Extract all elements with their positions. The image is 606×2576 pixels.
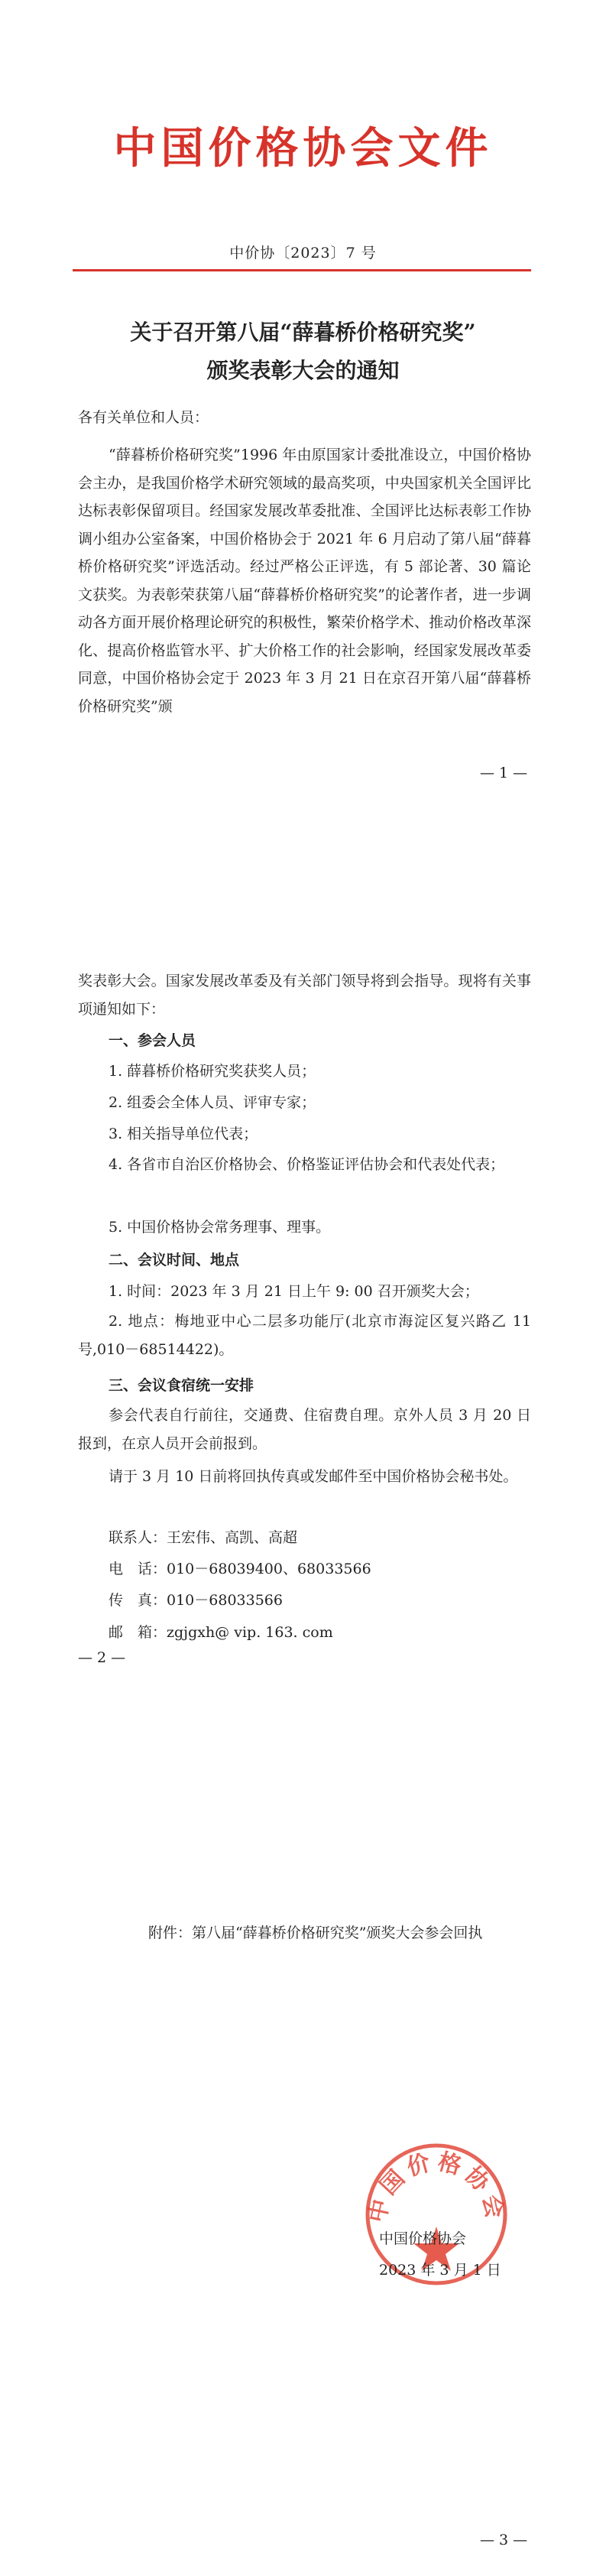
attachment-note: 附件：第八届“薛暮桥价格研究奖”颁奖大会参会回执: [148, 1925, 483, 1941]
section3-heading: 三、会议食宿统一安排: [109, 1377, 254, 1394]
page-number-2: — 2 —: [78, 1649, 126, 1666]
contact-email: 邮 箱：zgjgxh@ vip. 163. com: [109, 1624, 333, 1641]
document-number: 中价协〔2023〕7 号: [229, 245, 377, 261]
section1-heading: 一、参会人员: [109, 1032, 196, 1049]
page-number-1: — 1 —: [480, 765, 528, 781]
notice-title: [0, 313, 606, 390]
section1-item: 3. 相关指导单位代表；: [109, 1126, 258, 1142]
meeting-time: 1. 时间：2023 年 3 月 21 日上午 9: 00 召开颁奖大会；: [109, 1283, 479, 1300]
section2-heading: 二、会议时间、地点: [109, 1252, 240, 1269]
red-divider: [73, 269, 531, 271]
page-number-3: — 3 —: [480, 2532, 528, 2548]
intro-paragraph: “薛暮桥价格研究奖”1996 年由原国家计委批准设立，中国价格协会主办，是我国价格学术研究领域的最高奖项，中央国家机关全国评比达标表彰保留项目。经国家发展改革委批准、全国评比达标表彰工作协调小组办公室备案，中国价格协会于 2021 年 6 月启动了第八届“薛暮桥价格研究奖”评选活动。经过严格公正评选，有 5 部论著、30 篇论文获奖。为表彰荣获第八届“薛暮桥价格研究奖”的论著作者，进一步调动各方面开展价格理论研究的积极性，繁荣价格学术、推动价格改革深化、提高价格监管水平、扩大价格工作的社会影响，经国家发展改革委同意，中国价格协会定于 2023 年 3 月 21 日在京召开第八届“薛暮桥价格研究奖”颁: [78, 447, 531, 715]
section1-item: 4. 各省市自治区价格协会、价格鉴证评估协会和代表处代表；: [109, 1156, 505, 1173]
salutation: 各有关单位和人员：: [78, 409, 209, 426]
contact-person: 联系人：王宏伟、高凯、高超: [109, 1529, 298, 1546]
arrangement-paragraph: 参会代表自行前往，交通费、住宿费自理。京外人员 3 月 20 日报到，在京人员开会前报到。: [78, 1407, 531, 1452]
svg-text:中国价格协会: [364, 2149, 508, 2225]
seal-text: 中国价格协会: [364, 2148, 509, 2225]
section1-item: 1. 薛暮桥价格研究奖获奖人员；: [109, 1063, 316, 1080]
signature-date: 2023 年 3 月 1 日: [379, 2262, 501, 2279]
reply-instruction: 请于 3 月 10 日前将回执传真或发邮件至中国价格协会秘书处。: [109, 1468, 518, 1485]
intro-paragraph-continued: 奖表彰大会。国家发展改革委及有关部门领导将到会指导。现将有关事项通知如下：: [78, 973, 531, 1018]
org-document-title: 中国价格协会文件: [113, 123, 493, 174]
section1-item: 5. 中国价格协会常务理事、理事。: [109, 1219, 331, 1236]
notice-title-line1: 关于召开第八届“薛暮桥价格研究奖”: [130, 320, 476, 345]
contact-fax: 传 真：010－68033566: [109, 1592, 283, 1609]
contact-phone: 电 话：010－68039400、68033566: [109, 1561, 371, 1577]
signature-org: 中国价格协会: [379, 2230, 467, 2247]
meeting-place: 2. 地点：梅地亚中心二层多功能厅(北京市海淀区复兴路乙 11 号,010－68514422)。: [78, 1313, 531, 1358]
notice-title-line2: 颁奖表彰大会的通知: [206, 358, 400, 383]
section1-item: 2. 组委会全体人员、评审专家；: [109, 1094, 316, 1111]
